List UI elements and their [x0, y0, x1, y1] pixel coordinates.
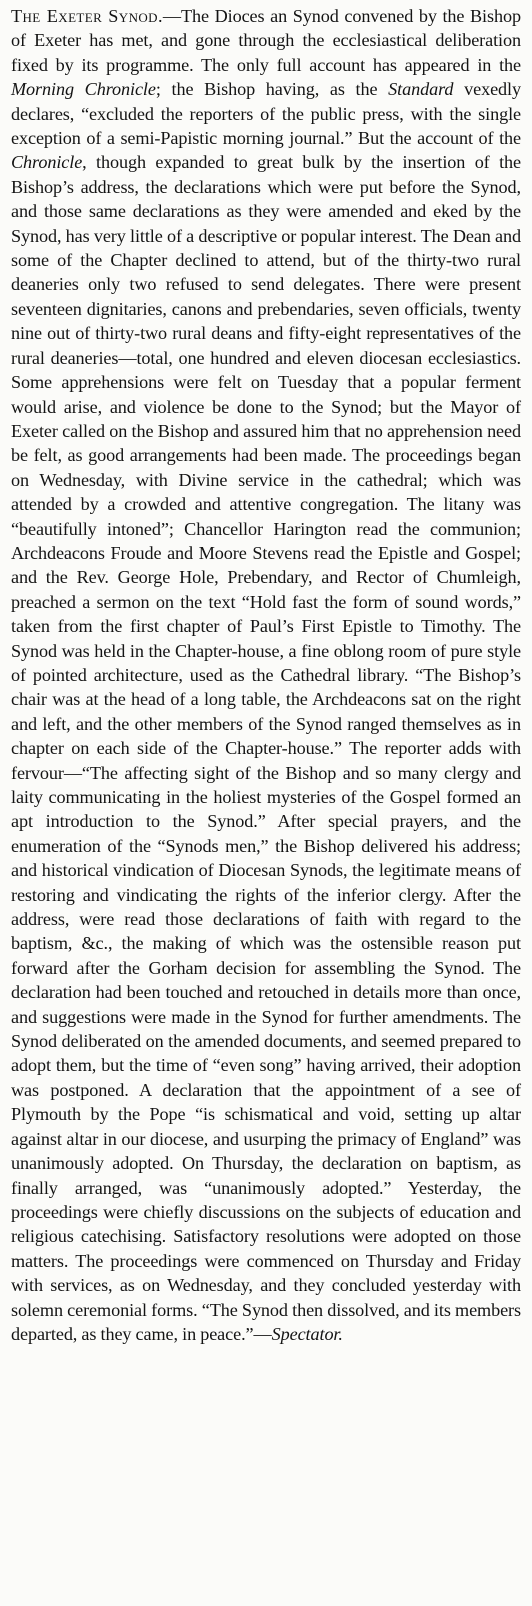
article-body	[11, 4, 521, 1346]
newspaper-name-chronicle: Chronicle	[11, 152, 83, 173]
newspaper-name-morning-chronicle: Morning Chronicle	[11, 79, 156, 100]
article-text-c: , though expanded to great bulk by the insertion of the Bishop’s address, the declarations which were put before the Synod, and those same declarations as they were amended and eked by the Synod, has very little of a descriptive or popular interest. The Dean and some of the Chapter declined to attend, but of the thirty-two rural deaneries only two refused to send delegates. There were present seventeen dignitaries, canons and prebendaries, seven officials, twenty nine out of thirty-two rural deans and fifty-eight representatives of the rural deaneries—total, one hundred and eleven diocesan ecclesiastics. Some apprehensions were felt on Tuesday that a popular ferment would arise, and violence be done to the Synod; but the Mayor of Exeter called on the Bishop and assured him that no apprehension need be felt, as good arrangements had been made. The proceedings began on Wednesday, with Divine service in the cathedral; which was attended by a crowded and attentive congregation. The litany was “beautifully intoned”; Chancellor Harington read the communion; Archdeacons Froude and Moore Stevens read the Epistle and Gospel; and the Rev. George Hole, Prebendary, and Rector of Chumleigh, preached a sermon on the text “Hold fast the form of sound words,” taken from the first chapter of Paul’s First Epistle to Timothy. The Synod was held in the Chapter-house, a fine oblong room of pure style of pointed architecture, used as the Cathedral library. “The Bishop’s chair was at the head of a long table, the Archdeacons sat on the right and left, and the other members of the Synod ranged themselves as in chapter on each side of the Chapter-house.” The reporter adds with fervour—“The affecting sight of the Bishop and so many clergy and laity communicating in the holiest mysteries of the Gospel formed an apt introduction to the Synod.” After special prayers, and the enumeration of the “Synods men,” the Bishop delivered his address; and historical vindication of Diocesan Synods, the legitimate means of restoring and vindicating the rights of the inferior clergy. After the address, were read those declarations of faith with regard to the baptism, &c., the making of which was the ostensible reason put forward after the Gorham decision for assembling the Synod. The declaration had been touched and retouched in details more than once, and suggestions were made in the Synod for further amendments. The Synod deliberated on the amended documents, and seemed prepared to adopt them, but the time of “even song” having arrived, their adoption was postponed. A declaration that the appointment of a see of Plymouth by the Pope “is schismatical and void, setting up altar against altar in our diocese, and usurping the primacy of England” was unanimously adopted. On Thursday, the declaration on baptism, as finally arranged, was “unanimously adopted.” Yesterday, the proceedings were chiefly discussions on the subjects of education and religious catechising. Satisfactory resolutions were adopted on those matters. The proceedings were commenced on Thursday and Friday with services, as on Wednesday, and they concluded yesterday with solemn ceremonial forms. “The Synod then dissolved, and its members departed, as they came, in peace.”—	[11, 152, 521, 1344]
article-source: Spectator.	[271, 1323, 343, 1344]
article-heading: The Exeter Synod.	[11, 6, 163, 26]
article-text-a: ; the Bishop having, as the	[155, 79, 389, 100]
newspaper-name-standard: Standard	[388, 79, 454, 100]
article-text-b: vexedly declares, “excluded the reporters of the public press, with the single exception of a semi-Papistic morning journal.” But the account of the	[11, 79, 521, 149]
article-text-intro: —The Dioces an Synod convened by the Bishop of Exeter has met, and gone through the ecclesiastical deliberation fixed by its programme. The only full account has appeared in the	[11, 6, 521, 75]
